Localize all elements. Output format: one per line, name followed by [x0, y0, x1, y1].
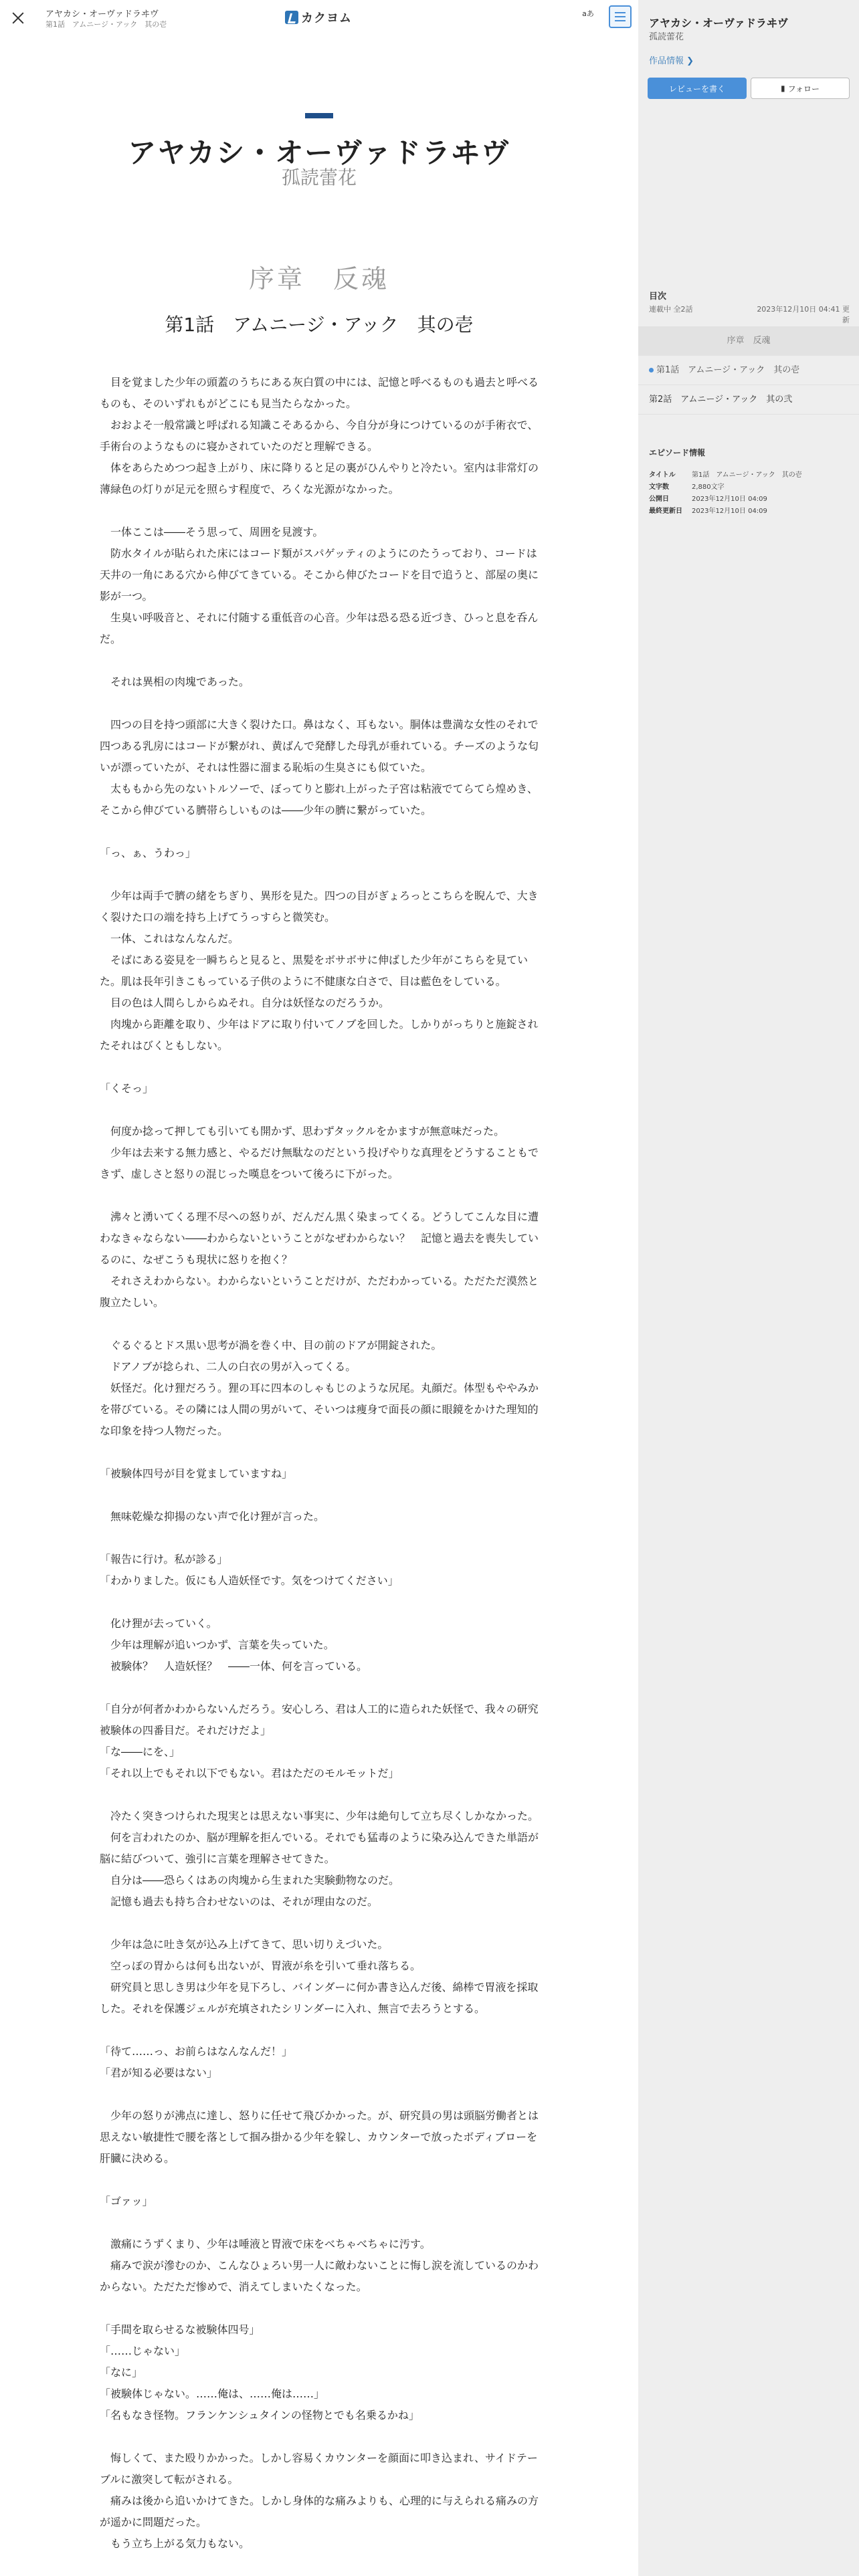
toc-episode-label: 第1話 アムニージ・アック 其の壱 [656, 365, 800, 375]
follow-button-label: フォロー [787, 84, 820, 94]
body-paragraph: 「君が知る必要はない」 [100, 2066, 218, 2079]
body-paragraph: そばにある姿見を一瞬ちらと見ると、黒髪をボサボサに伸ばした少年がこちらを見ていた。肌は長年引きこもっている子供のように不健康な白さで、目は藍色をしている。 [100, 954, 529, 988]
episode-info-row [649, 506, 850, 518]
font-settings-label: aあ [582, 9, 594, 18]
body-paragraph: 「くそっ」 [100, 1082, 154, 1095]
body-paragraph: 痛みは後から追いかけてきた。しかし身体的な痛みよりも、心理的に与えられる痛みの方が遥かに問題だった。 [100, 2494, 539, 2529]
episode-info-value: 第1話 アムニージ・アック 其の壱 [692, 471, 802, 479]
logo-mark-icon [285, 11, 298, 24]
work-author[interactable]: 孤読蕾花 [281, 167, 357, 189]
body-paragraph: 「わかりました。仮にも人造妖怪です。気をつけてください」 [100, 1574, 399, 1587]
blank-line [100, 864, 540, 885]
body-paragraph: 「なに」 [100, 2366, 143, 2379]
toc-heading: 目次 [649, 292, 667, 302]
episode-info-key: タイトル [649, 471, 676, 479]
title-accent-bar [305, 113, 333, 118]
body-paragraph: 「手間を取らせるな被験体四号」 [100, 2323, 260, 2336]
blank-line [100, 1913, 540, 1934]
blank-line [100, 1313, 540, 1335]
episode-info-row [649, 494, 850, 506]
body-paragraph: 自分は――恐らくはあの肉塊から生まれた実験動物なのだ。 [100, 1874, 400, 1887]
blank-line [100, 2169, 540, 2191]
body-paragraph: 悔しくて、また殴りかかった。しかし容易くカウンターを顔面に叩き込まれ、サイドテーブルに激突して転がされる。 [100, 2452, 538, 2486]
blank-line [100, 650, 540, 671]
body-paragraph: 冷たく突きつけられた現実とは思えない事実に、少年は絶句して立ち尽くしかなかった。 [100, 1810, 539, 1822]
blank-line [100, 1784, 540, 1806]
font-settings-button[interactable] [577, 8, 599, 28]
body-paragraph: それさえわからない。わからないということだけが、ただわかっている。ただただ漠然と腹立たしい。 [100, 1275, 539, 1309]
kakuyomu-logo[interactable] [285, 9, 352, 25]
body-paragraph: 無味乾燥な抑揚のない声で化け狸が言った。 [100, 1510, 325, 1523]
episode-info-row [649, 469, 850, 481]
blank-line [100, 2212, 540, 2234]
blank-line [100, 500, 540, 522]
episode-info-value: 2,880文字 [692, 484, 725, 491]
blank-line [100, 1442, 540, 1463]
toc-episode[interactable] [638, 385, 859, 415]
breadcrumb-episode-title: 第1話 アムニージ・アック 其の壱 [45, 20, 167, 29]
body-paragraph: 四つの目を持つ頭部に大きく裂けた口。鼻はなく、耳もない。胴体は豊満な女性のそれで四つある乳房にはコードが繋がれ、黄ばんで発酵した母乳が垂れている。チーズのような匂いが漂っていたが、それは性器に溜まる恥垢の生臭さにも似ていた。 [100, 718, 539, 774]
blank-line [100, 821, 540, 843]
menu-line-icon [615, 16, 626, 17]
episode-info-heading: エピソード情報 [649, 448, 706, 457]
body-paragraph: 一体ここは――そう思って、周囲を見渡す。 [100, 526, 324, 538]
blank-line [100, 2020, 540, 2041]
body-paragraph: 一体、これはなんなんだ。 [100, 932, 240, 945]
toc-chapter: 序章 反魂 [638, 326, 859, 356]
chapter-title: 序章 反魂 [248, 264, 389, 294]
sidebar-author[interactable]: 孤読蕾花 [649, 32, 684, 42]
episode-title: 第1話 アムニージ・アック 其の壱 [165, 314, 474, 336]
body-paragraph: 「っ、ぁ、うわっ」 [100, 847, 196, 859]
body-paragraph: 目の色は人間らしからぬそれ。自分は妖怪なのだろうか。 [100, 996, 389, 1009]
toc-menu-button[interactable] [609, 5, 632, 28]
body-paragraph: 「それ以上でもそれ以下でもない。君はただのモルモットだ」 [100, 1767, 399, 1780]
episode-info-table [649, 469, 850, 518]
body-paragraph: 「報告に行け。私が診る」 [100, 1553, 228, 1566]
episode-info-value: 2023年12月10日 04:09 [692, 496, 767, 503]
blank-line [100, 1099, 540, 1121]
body-paragraph: 少年は去来する無力感と、やるだけ無駄なのだという投げやりな真理をどうすることもできず、虚しさと怒りの混じった嘆息をついて後ろに下がった。 [100, 1146, 539, 1180]
body-paragraph: 何を言われたのか、脳が理解を拒んでいる。それでも猛毒のように染み込んできた単語が脳に結びついて、強引に言葉を理解させてきた。 [100, 1831, 539, 1865]
breadcrumb-work-title[interactable]: アヤカシ・オーヴァドラヰヴ [45, 9, 159, 19]
body-paragraph: 沸々と湧いてくる理不尽への怒りが、だんだん黒く染まってくる。どうしてこんな目に遭わなきゃならない――わからないということがなぜわからない？ 記憶と過去を喪失しているのに、なぜこうも現状に怒りを抱く？ [100, 1210, 539, 1266]
sidebar [638, 0, 859, 2576]
reading-area [0, 37, 638, 2576]
blank-line [100, 2426, 540, 2448]
toc-status: 連載中 全2話 [649, 305, 693, 314]
blank-line [100, 2084, 540, 2105]
top-bar [0, 0, 638, 37]
body-paragraph: 「ゴァッ」 [100, 2195, 153, 2208]
body-paragraph: 「自分が何者かわからないんだろう。安心しろ、君は人工的に造られた妖怪で、我々の研究被験体の四番目だ。それだけだよ」 [100, 1703, 539, 1737]
episode-info-value: 2023年12月10日 04:09 [692, 508, 767, 515]
episode-info-row [649, 481, 850, 494]
body-paragraph: 太ももから先のないトルソーで、ぼってりと膨れ上がった子宮は粘液でてらてら煌めき、そこから伸びている臍帯らしいものは――少年の臍に繋がっていた。 [100, 782, 538, 817]
body-paragraph: 少年は理解が追いつかず、言葉を失っていた。 [100, 1638, 335, 1651]
body-paragraph: 記憶も過去も持ち合わせないのは、それが理由なのだ。 [100, 1895, 379, 1908]
bookmark-icon: ▮ [780, 84, 785, 93]
blank-line [100, 1485, 540, 1506]
body-paragraph: 「被験体四号が目を覚ましていますね」 [100, 1467, 293, 1480]
close-icon[interactable] [9, 9, 27, 27]
body-paragraph: 少年は急に吐き気が込み上げてきて、思い切りえづいた。 [100, 1938, 389, 1951]
episode-info-key: 最終更新日 [649, 508, 682, 515]
menu-line-icon [615, 20, 626, 21]
work-title: アヤカシ・オーヴァドラヰヴ [128, 136, 510, 169]
body-paragraph: 「……じゃない」 [100, 2345, 186, 2357]
body-paragraph: おおよそ一般常識と呼ばれる知識こそあるから、今自分が身につけているのが手術衣で、手術台のようなものに寝かされていたのだと理解できる。 [100, 419, 539, 453]
work-info-link[interactable]: 作品情報 ❯ [649, 56, 694, 66]
toc-episode-label: 第2話 アムニージ・アック 其の弐 [649, 395, 793, 405]
logo-text: カクヨム [301, 11, 352, 25]
blank-line [100, 693, 540, 714]
blank-line [100, 1185, 540, 1206]
body-paragraph: もう立ち上がる気力もない。 [100, 2537, 250, 2550]
current-episode-dot-icon [649, 368, 654, 372]
body-paragraph: 少年の怒りが沸点に達し、怒りに任せて飛びかかった。が、研究員の男は頭脳労働者とは思えない敏捷性で腰を落として掴み掛かる少年を躱し、カウンターで放ったボディブローを肝臓に決める。 [100, 2109, 539, 2165]
blank-line [100, 1677, 540, 1699]
body-paragraph: 少年は両手で臍の緒をちぎり、異形を見た。四つの目がぎょろっとこちらを睨んで、大きく裂けた口の端を持ち上げてうっすらと微笑む。 [100, 889, 539, 924]
body-paragraph: 「な――にを、」 [100, 1745, 181, 1758]
sidebar-work-title[interactable]: アヤカシ・オーヴァドラヰヴ [649, 17, 788, 29]
body-paragraph: 痛みで涙が滲むのか、こんなひょろい男一人に敵わないことに悔し涙を流しているのかわからない。ただただ惨めで、消えてしまいたくなった。 [100, 2259, 539, 2293]
episode-body [100, 372, 540, 2555]
toc-episode-current[interactable] [638, 356, 859, 385]
body-paragraph: 体をあらためつつ起き上がり、床に降りると足の裏がひんやりと冷たい。室内は非常灯の薄緑色の灯りが足元を照らす程度で、ろくな光源がなかった。 [100, 461, 539, 496]
write-review-button[interactable]: レビューを書く [648, 78, 747, 99]
body-paragraph: 生臭い呼吸音と、それに付随する重低音の心音。少年は恐る恐る近づき、ひっと息を呑んだ。 [100, 611, 539, 645]
body-paragraph: 何度か捻って押しても引いても開かず、思わずタックルをかますが無意味だった。 [100, 1125, 505, 1138]
body-paragraph: 空っぽの胃からは何も出ないが、胃液が糸を引いて垂れ落ちる。 [100, 1959, 421, 1972]
body-paragraph: 「待て……っ、お前らはなんなんだ！」 [100, 2045, 293, 2058]
blank-line [100, 1592, 540, 1613]
body-paragraph: 目を覚ました少年の頭蓋のうちにある灰白質の中には、記憶と呼べるものも過去と呼べるものも、そのいずれもがどこにも見当たらなかった。 [100, 376, 539, 410]
body-paragraph: 「被験体じゃない。……俺は、……俺は……」 [100, 2387, 325, 2400]
body-paragraph: ドアノブが捻られ、二人の白衣の男が入ってくる。 [100, 1360, 357, 1373]
body-paragraph: 妖怪だ。化け狸だろう。狸の耳に四本のしゃもじのような尻尾。丸顔だ。体型もややみかを帯びている。その隣には人間の男がいて、そいつは痩身で面長の顔に眼鏡をかけた理知的な印象を持つ人物だった。 [100, 1382, 539, 1437]
follow-button[interactable] [751, 78, 850, 99]
episode-info-key: 公開日 [649, 496, 669, 503]
blank-line [100, 2298, 540, 2319]
body-paragraph: 防水タイルが貼られた床にはコード類がスパゲッティのようにのたうっており、コードは天井の一角にある穴から伸びてきている。そこから伸びたコードを目で追うと、部屋の奥に影が一つ。 [100, 547, 539, 603]
body-paragraph: 化け狸が去っていく。 [100, 1617, 217, 1630]
blank-line [100, 1527, 540, 1549]
body-paragraph: 肉塊から距離を取り、少年はドアに取り付いてノブを回した。しかりがっちりと施錠されたそれはびくともしない。 [100, 1018, 539, 1052]
menu-line-icon [615, 12, 626, 13]
body-paragraph: 研究員と思しき男は少年を見下ろし、バインダーに何か書き込んだ後、綿棒で胃液を採取した。それを保護ジェルが充填されたシリンダーに入れ、無言で去ろうとする。 [100, 1981, 539, 2015]
body-paragraph: ぐるぐるとドス黒い思考が渦を巻く中、目の前のドアが開錠された。 [100, 1339, 442, 1352]
toc-updated: 2023年12月10日 04:41 更新 [757, 305, 850, 324]
blank-line [100, 1057, 540, 1078]
body-paragraph: 激痛にうずくまり、少年は唾液と胃液で床をべちゃべちゃに汚す。 [100, 2238, 431, 2250]
body-paragraph: 被験体？ 人造妖怪？ ――一体、何を言っている。 [100, 1660, 368, 1673]
episode-info-key: 文字数 [649, 484, 669, 491]
body-paragraph: それは異相の肉塊であった。 [100, 675, 250, 688]
body-paragraph: 「名もなき怪物。フランケンシュタインの怪物とでも名乗るかね」 [100, 2409, 419, 2422]
